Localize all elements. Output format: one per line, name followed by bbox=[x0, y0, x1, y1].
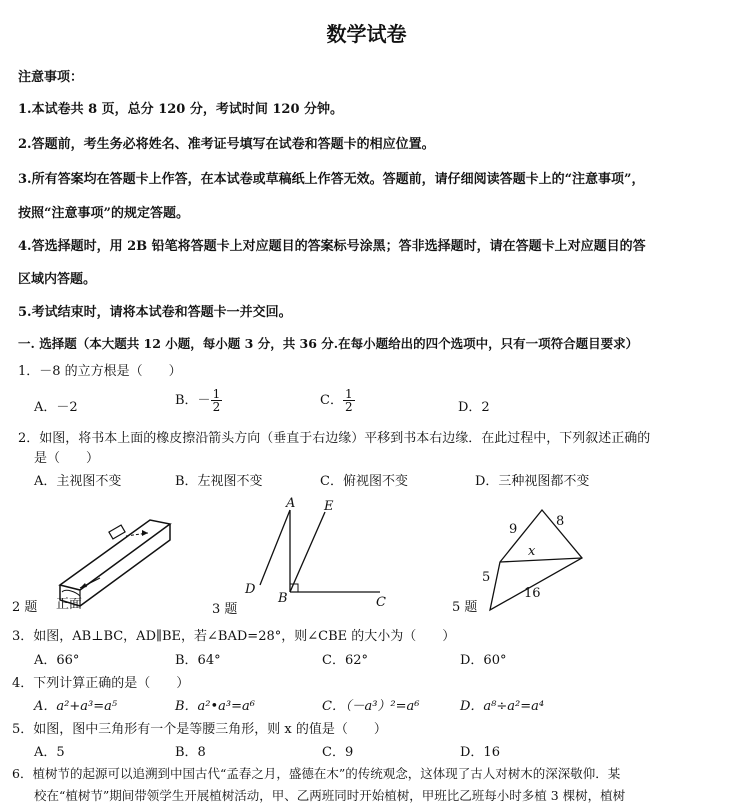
q5-option-b: B．8 bbox=[175, 745, 206, 760]
figure-5-side-x: x bbox=[528, 544, 536, 559]
section-heading: 一. 选择题（本大题共 12 小题，每小题 3 分，共 36 分.在每小题给出的四个选项中，只有一项符合题目要求） bbox=[18, 336, 639, 351]
q1-option-c: C． $\frac{1}{2}$ bbox=[320, 387, 353, 414]
q2-option-c: C．俯视图不变 bbox=[320, 474, 408, 489]
q5-option-d: D．16 bbox=[460, 745, 500, 760]
question-5-stem: 5．如图，图中三角形有一个是等腰三角形，则 x 的值是（ ） bbox=[12, 722, 387, 737]
q3-option-a: A．66° bbox=[34, 653, 80, 668]
q1-option-d: D．2 bbox=[458, 400, 490, 415]
figure-5-side-16: 16 bbox=[524, 586, 541, 601]
figure-5-side-8: 8 bbox=[556, 514, 565, 529]
question-6-stem-cont: 校在“植树节”期间带领学生开展植树活动，甲、乙两班同时开始植树，甲班比乙班每小时多植 3 棵树，植树 bbox=[34, 788, 626, 803]
figure-3-point-a: A bbox=[286, 496, 296, 511]
figure-5-side-9: 9 bbox=[509, 522, 518, 537]
figure-2-label: 2 题 bbox=[12, 600, 38, 615]
q4-option-d: D．a⁸÷a²=a⁴ bbox=[460, 699, 545, 714]
notice-item: 4.答选择题时，用 2B 铅笔将答题卡上对应题目的答案标号涂黑；答非选择题时，请在答题卡上对应题目的答 bbox=[18, 239, 646, 254]
q2-option-b: B．左视图不变 bbox=[175, 474, 263, 489]
q2-option-d: D．三种视图都不变 bbox=[475, 474, 590, 489]
question-1-stem: 1．－8 的立方根是（ ） bbox=[18, 364, 182, 379]
question-2-stem-cont: 是（ ） bbox=[34, 451, 100, 466]
notice-item: 3.所有答案均在答题卡上作答，在本试卷或草稿纸上作答无效。答题前，请仔细阅读答题卡上的“注意事项”， bbox=[18, 172, 645, 187]
q5-option-a: A．5 bbox=[34, 745, 65, 760]
question-3-stem: 3．如图，AB⊥BC，AD∥BE，若∠BAD=28°，则∠CBE 的大小为（ ） bbox=[12, 629, 456, 644]
notice-item: 5.考试结束时，请将本试卷和答题卡一并交回。 bbox=[18, 305, 292, 320]
notice-item: 1.本试卷共 8 页，总分 120 分，考试时间 120 分钟。 bbox=[18, 102, 344, 117]
q3-option-b: B．64° bbox=[175, 653, 221, 668]
q2-option-a: A．主视图不变 bbox=[34, 474, 122, 489]
question-2-stem: 2．如图，将书本上面的橡皮擦沿箭头方向（垂直于右边缘）平移到书本右边缘．在此过程中，下列叙述正确的 bbox=[18, 431, 651, 446]
figure-3-point-d: D bbox=[245, 582, 256, 597]
notice-item: 2.答题前，考生务必将姓名、准考证号填写在试卷和答题卡的相应位置。 bbox=[18, 137, 435, 152]
figure-3-label: 3 题 bbox=[212, 602, 238, 617]
q1-option-b: B．－ $\frac{1}{2}$ bbox=[175, 387, 221, 414]
question-6-stem: 6．植树节的起源可以追溯到中国古代“孟春之月，盛德在木”的传统观念，这体现了古人对树木的深深敬仰．某 bbox=[12, 766, 621, 781]
q3-option-c: C．62° bbox=[322, 653, 368, 668]
figure-triangles bbox=[470, 500, 600, 619]
q4-option-b: B．a²•a³=a⁶ bbox=[175, 699, 255, 714]
figure-3-point-c: C bbox=[376, 595, 386, 610]
notice-heading: 注意事项： bbox=[18, 70, 84, 85]
q5-option-c: C．9 bbox=[322, 745, 354, 760]
q1-option-a: A．－2 bbox=[34, 400, 78, 415]
figure-5-side-5: 5 bbox=[482, 570, 491, 585]
q4-option-a: A．a²+a³=a⁵ bbox=[34, 699, 118, 714]
question-4-stem: 4．下列计算正确的是（ ） bbox=[12, 676, 190, 691]
figure-2-front-label: 正面 bbox=[56, 597, 83, 612]
notice-item: 区域内答题。 bbox=[18, 272, 97, 287]
q3-option-d: D．60° bbox=[460, 653, 507, 668]
figure-3-point-e: E bbox=[324, 499, 334, 514]
page-title: 数学试卷 bbox=[326, 22, 407, 46]
figure-3-point-b: B bbox=[278, 591, 288, 606]
figure-5-label: 5 题 bbox=[452, 600, 478, 615]
notice-item: 按照“注意事项”的规定答题。 bbox=[18, 206, 189, 221]
q4-option-c: C．（－a³）²=a⁶ bbox=[322, 699, 420, 714]
